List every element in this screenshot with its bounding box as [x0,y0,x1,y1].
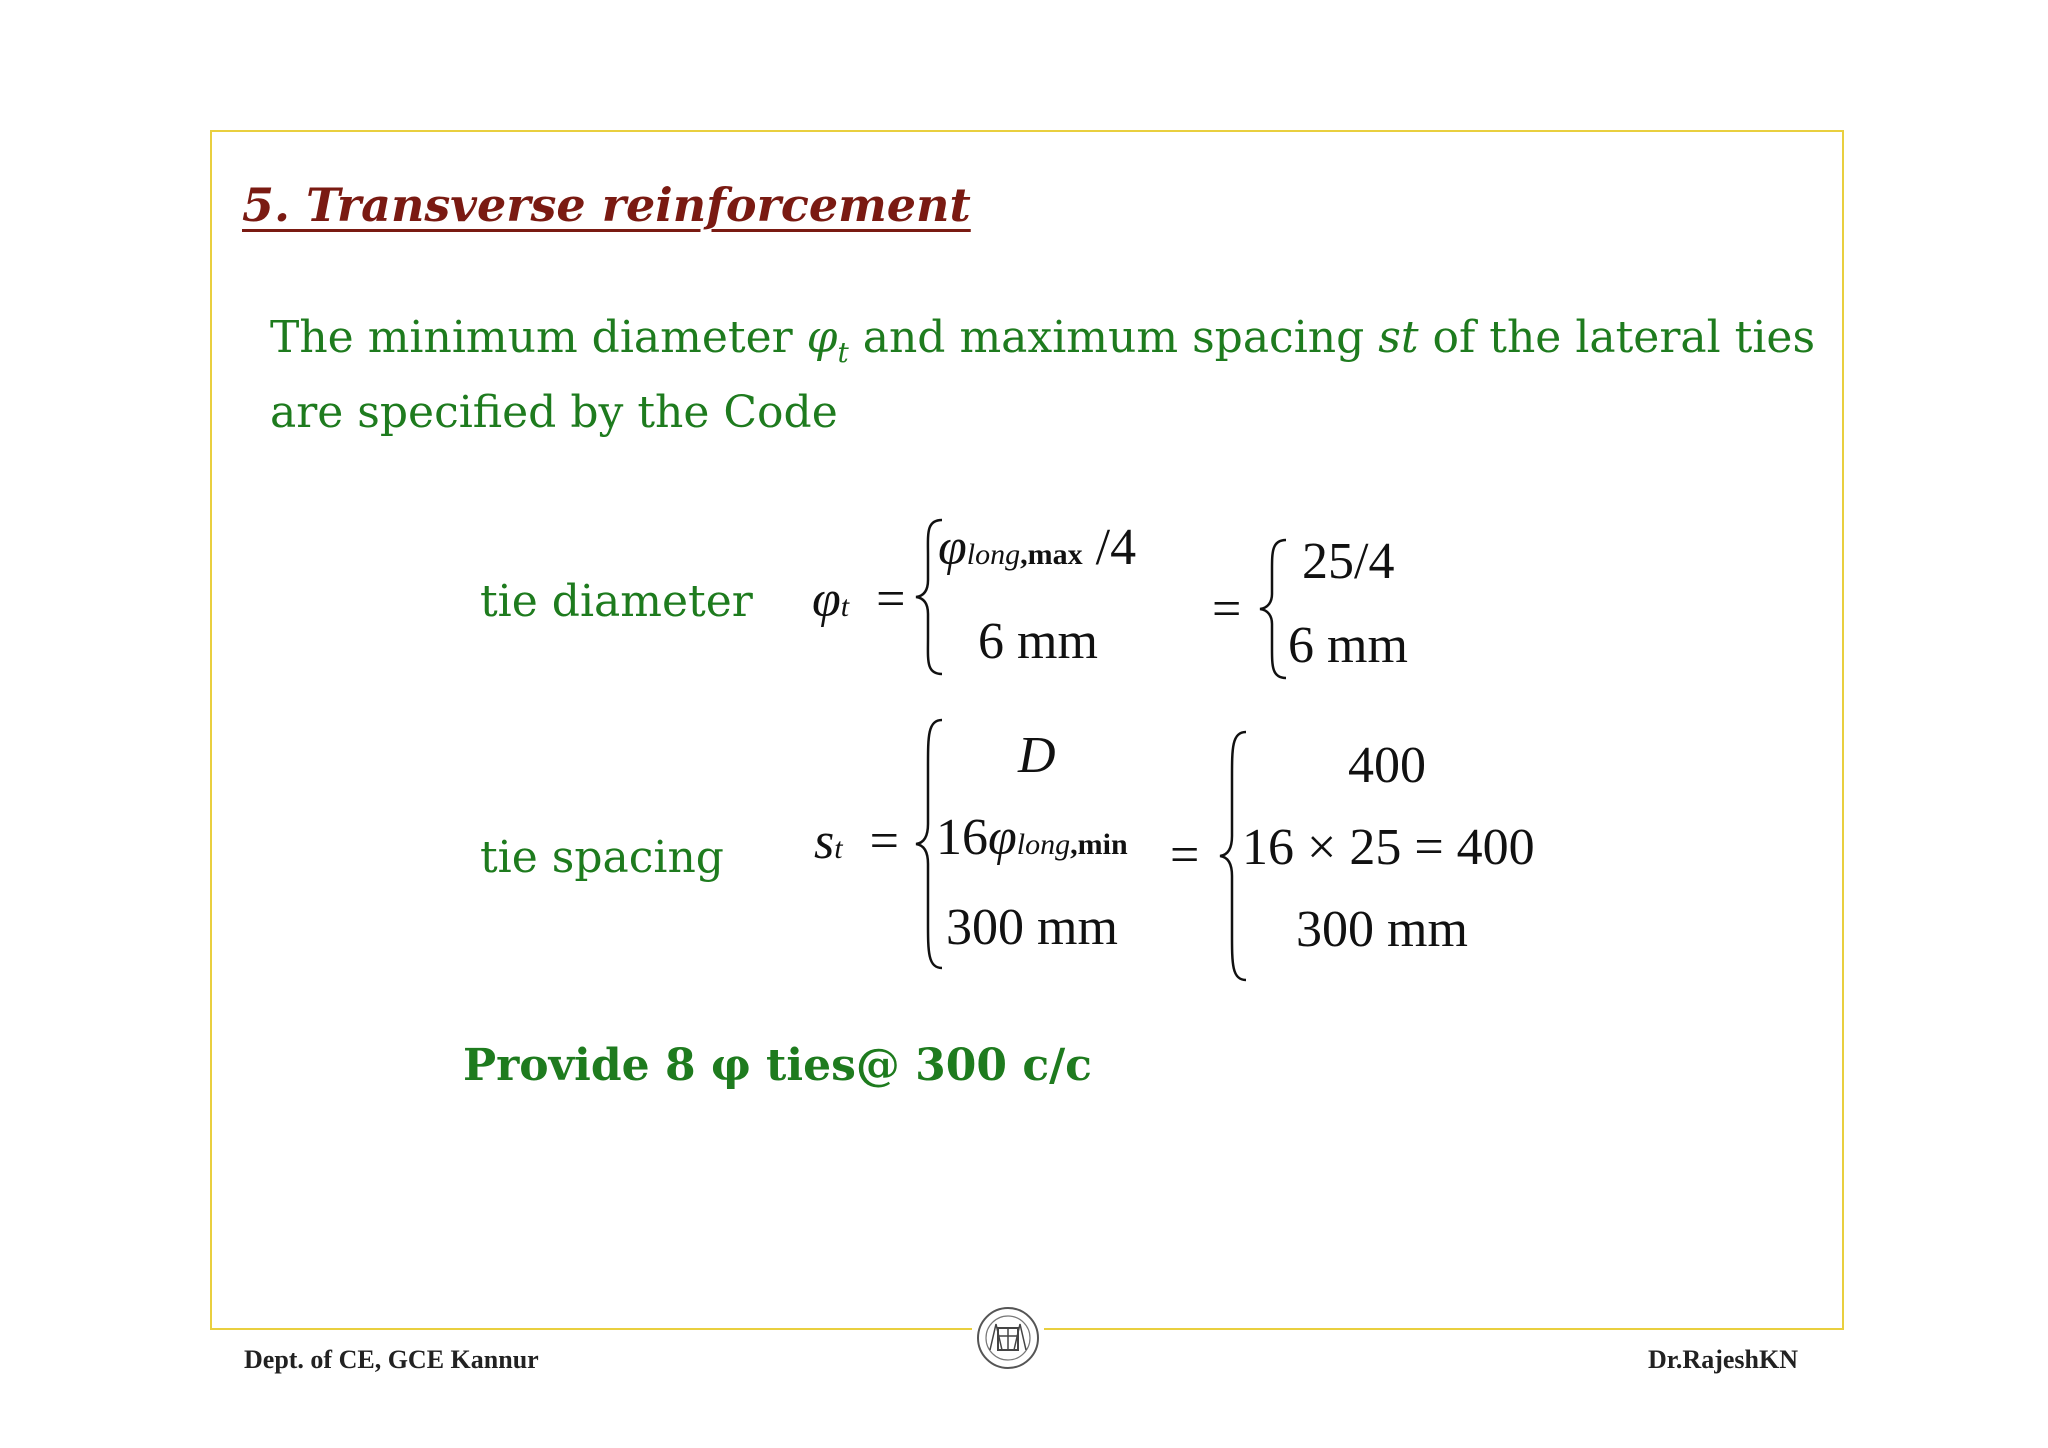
case2-sub-min: ,min [1070,828,1128,861]
lhs-equals-2: = [869,813,899,870]
tie-spacing-result3: 300 mm [1296,901,1468,958]
college-seal-icon [972,1298,1044,1378]
case1-sub-max: ,max [1020,538,1083,571]
intro-text-1: The minimum diameter [270,312,807,363]
case1-tail: /4 [1095,519,1137,576]
tie-diameter-result-brace [1256,536,1290,682]
intro-text-2: and maximum spacing [848,312,1379,363]
intro-text-line2: are specified by the Code [270,386,838,438]
tie-spacing-result-equals: = [1170,827,1200,884]
tie-diameter-result2: 6 mm [1288,617,1408,674]
tie-spacing-result1: 400 [1348,737,1426,794]
lhs-phi: φ [812,571,841,628]
phi-symbol: φ [806,312,838,363]
case2-prefix: 16 [936,809,988,866]
footer-department: Dept. of CE, GCE Kannur [244,1345,539,1374]
case1-sub-long: long [966,538,1021,571]
lhs-s: s [814,813,835,870]
tie-spacing-case1: D [1018,727,1056,784]
case1-phi: φ [938,519,967,576]
tie-diameter-case1 [938,518,1136,577]
lhs-equals: = [876,571,906,628]
lhs-s-sub: t [834,832,843,865]
footer-author: Dr.RajeshKN [1648,1345,1798,1374]
tie-spacing-label: tie spacing [480,832,724,883]
lhs-phi-sub: t [840,590,850,623]
st-symbol: st [1378,312,1419,363]
intro-paragraph [270,308,1815,443]
tie-diameter-lhs [812,570,905,629]
tie-spacing-case2 [936,808,1128,867]
tie-spacing-case3: 300 mm [946,899,1118,956]
tie-diameter-result-equals: = [1212,581,1242,638]
tie-spacing-result2: 16 × 25 = 400 [1242,819,1535,876]
case2-phi: φ [988,809,1017,866]
phi-subscript: t [837,335,849,369]
section-heading: 5. Transverse reinforcement [242,178,971,232]
conclusion-text: Provide 8 φ ties@ 300 c/c [463,1040,1092,1091]
case2-sub-long: long [1016,828,1071,861]
intro-text-3: of the lateral ties [1418,312,1816,363]
tie-diameter-result1: 25/4 [1302,533,1395,590]
tie-diameter-case2: 6 mm [978,613,1098,670]
tie-spacing-lhs [814,812,899,871]
tie-diameter-label: tie diameter [480,576,753,627]
